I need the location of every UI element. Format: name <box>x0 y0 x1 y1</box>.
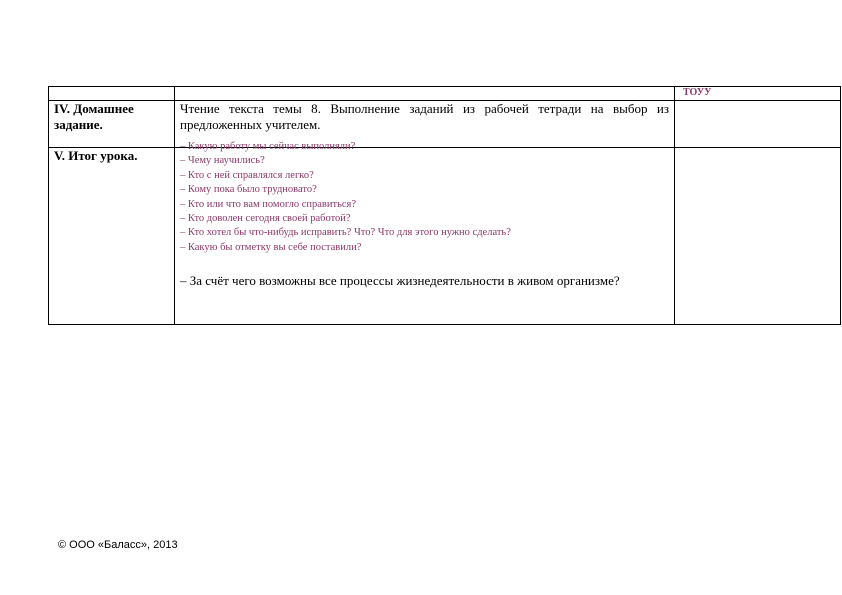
stage-homework: IV. Домашнее задание. <box>49 101 175 148</box>
list-item: – Кто с ней справлялся легко? <box>180 169 314 181</box>
table-cell <box>175 87 675 101</box>
question-list <box>180 140 669 255</box>
list-item: – Чему научились? <box>180 155 265 167</box>
copyright-footer: © ООО «Баласс», 2013 <box>58 539 178 551</box>
list-item: – Какую бы отметку вы себе поставили? <box>180 241 362 253</box>
table-cell <box>675 101 841 148</box>
table-row <box>49 148 841 325</box>
list-item: – Кому пока было трудновато? <box>180 184 317 196</box>
summary-content <box>175 141 675 325</box>
table-cell <box>49 87 175 101</box>
table-cell <box>675 87 841 101</box>
homework-content: Чтение текста темы 8. Выполнение заданий из рабочей тетради на выбор из предложенных учителем. <box>175 101 675 148</box>
table-cell <box>675 148 841 325</box>
final-question: – За счёт чего возможны все процессы жизнедеятельности в живом организме? <box>180 273 620 289</box>
list-item: – Какую работу мы сейчас выполняли? <box>180 141 356 152</box>
list-item: – Кто хотел бы что-нибудь исправить? Что? Что для этого нужно сделать? <box>180 227 511 239</box>
stage-summary: V. Итог урока. <box>49 148 175 325</box>
touu-tag: ТОУУ <box>683 87 712 98</box>
list-item: – Кто доволен сегодня своей работой? <box>180 213 351 225</box>
lesson-table <box>48 86 841 325</box>
list-item: – Кто или что вам помогло справиться? <box>180 198 357 210</box>
table-header-row <box>49 87 841 101</box>
